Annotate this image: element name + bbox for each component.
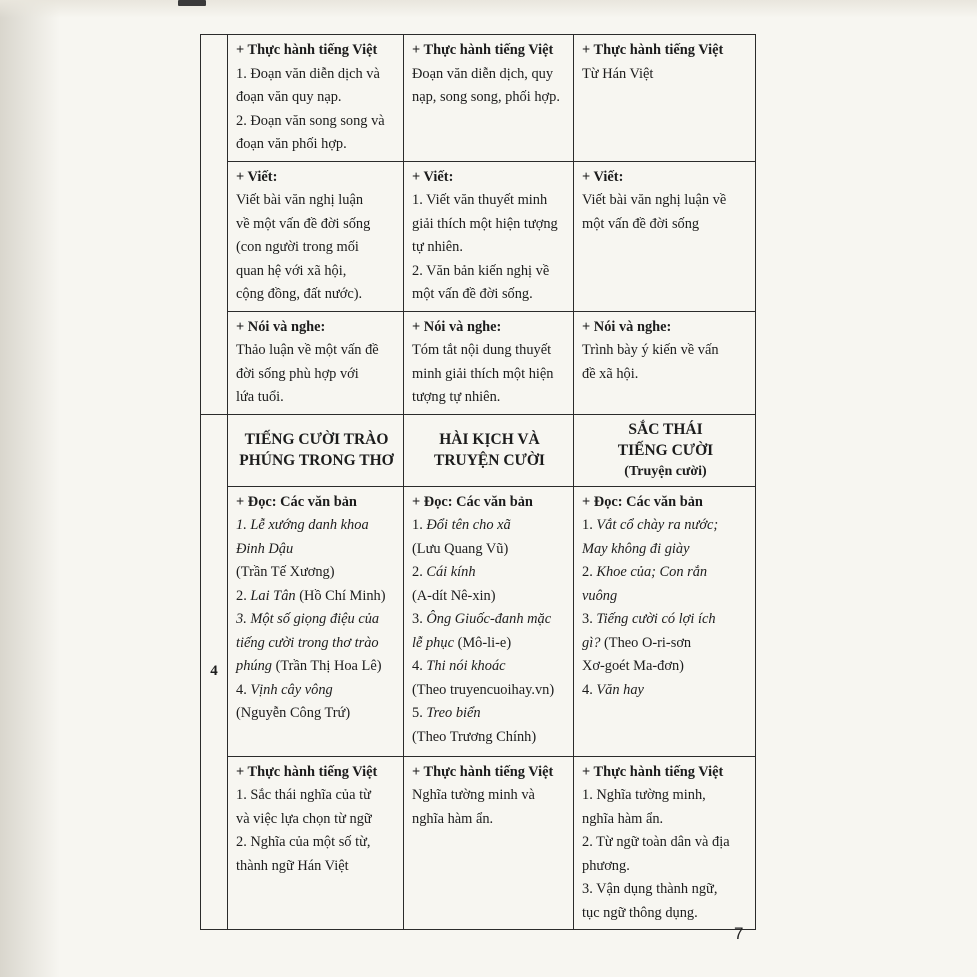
cell-line: Thảo luận về một vấn đề — [236, 342, 379, 358]
reading-text: (Trần Tế Xương) — [236, 564, 335, 580]
table-row — [201, 486, 756, 756]
cell-header: + Thực hành tiếng Việt — [582, 42, 724, 58]
cell-line: 3. Vận dụng thành ngữ, — [582, 881, 718, 897]
theme-subtitle: (Truyện cười) — [624, 463, 707, 479]
theme-cell-1 — [228, 414, 404, 486]
reading-line — [236, 702, 397, 726]
prev-writing-cell-1 — [228, 161, 404, 311]
cell-line: Đoạn văn diễn dịch, quy — [412, 65, 554, 82]
cell-header: + Thực hành tiếng Việt — [236, 42, 378, 58]
work-title: Lai Tân — [250, 587, 296, 604]
reading-header: + Đọc: Các văn bản — [412, 493, 533, 510]
unit-cell-prev — [201, 35, 228, 415]
practice-cell-1 — [228, 756, 404, 930]
prev-practice-cell-2 — [404, 35, 574, 162]
reading-text: 3. — [412, 611, 427, 627]
work-title: gì? — [582, 634, 601, 651]
reading-line — [582, 538, 749, 562]
theme-title-line: PHÚNG TRONG THƠ — [239, 452, 394, 469]
reading-cell-3 — [574, 486, 756, 756]
theme-title-line: SẮC THÁI — [628, 420, 703, 438]
prev-writing-cell-2 — [404, 161, 574, 311]
reading-line — [582, 679, 749, 703]
reading-text: 3. — [582, 611, 597, 627]
cell-line: 2. Từ ngữ toàn dân và địa — [582, 834, 730, 850]
reading-line — [236, 514, 397, 538]
cell-line: minh giải thích một hiện — [412, 365, 554, 382]
cell-line: quan hệ với xã hội, — [236, 262, 347, 279]
work-title: May không đi giày — [582, 540, 690, 557]
reading-line — [412, 632, 567, 656]
reading-line — [236, 679, 397, 703]
binding-mark — [178, 0, 206, 6]
theme-title-line: TIẾNG CƯỜI — [617, 441, 714, 459]
reading-text: (Theo Trương Chính) — [412, 728, 537, 745]
reading-text: 5. — [412, 705, 427, 721]
work-title: Ông Giuốc-đanh mặc — [426, 611, 552, 627]
cell-header: + Thực hành tiếng Việt — [236, 763, 378, 780]
theme-title-line: TRUYỆN CƯỜI — [434, 452, 545, 469]
reading-text: (A-dít Nê-xin) — [412, 587, 496, 604]
work-title: Văn hay — [596, 681, 644, 698]
reading-text: (Theo truyencuoihay.vn) — [412, 681, 555, 698]
cell-line: thành ngữ Hán Việt — [236, 857, 349, 874]
reading-line — [236, 632, 397, 656]
reading-text: 4. — [582, 681, 597, 698]
cell-line: nghĩa hàm ẩn. — [412, 810, 494, 827]
work-title: Đinh Dậu — [236, 540, 294, 557]
cell-line: 2. Đoạn văn song song và — [236, 112, 385, 129]
cell-line: về một vấn đề đời sống — [236, 215, 371, 232]
cell-line: một vấn đề đời sống — [582, 215, 700, 232]
work-title: vuông — [582, 587, 618, 604]
cell-line: phương. — [582, 857, 630, 874]
theme-cell-2 — [404, 414, 574, 486]
reading-text: Xơ-goét Ma-đơn) — [582, 658, 684, 674]
reading-text: 2. — [236, 587, 251, 604]
cell-line: Tóm tắt nội dung thuyết — [412, 342, 552, 358]
reading-text: (Hồ Chí Minh) — [295, 587, 386, 604]
cell-header: + Nói và nghe: — [236, 318, 326, 335]
prev-writing-cell-3 — [574, 161, 756, 311]
reading-line — [412, 655, 567, 679]
cell-line: cộng đồng, đất nước). — [236, 286, 363, 302]
work-title: Vắt cổ chày ra nước; — [596, 517, 719, 533]
work-title: 1. Lễ xướng danh khoa — [236, 517, 369, 533]
cell-line: và việc lựa chọn từ ngữ — [236, 810, 372, 827]
cell-header: + Thực hành tiếng Việt — [412, 42, 554, 58]
reading-cell-2 — [404, 486, 574, 756]
reading-text: (Mô-li-e) — [453, 634, 512, 651]
unit-number: 4 — [201, 414, 228, 930]
cell-line: đoạn văn phối hợp. — [236, 136, 347, 152]
cell-header: + Viết: — [582, 168, 624, 185]
table-row — [201, 311, 756, 414]
work-title: Thi nói khoác — [426, 658, 506, 674]
reading-text: 2. — [582, 564, 597, 580]
work-title: Treo biển — [426, 705, 481, 721]
table-row — [201, 35, 756, 162]
reading-line — [236, 561, 397, 585]
reading-line — [582, 655, 749, 679]
cell-line: 2. Nghĩa của một số từ, — [236, 834, 371, 850]
theme-cell-3 — [574, 414, 756, 486]
reading-line — [412, 538, 567, 562]
reading-line — [236, 655, 397, 679]
page-shadow-top — [0, 0, 977, 18]
cell-header: + Viết: — [236, 168, 278, 185]
reading-cell-1 — [228, 486, 404, 756]
reading-text: (Trần Thị Hoa Lê) — [271, 658, 382, 674]
cell-header: + Nói và nghe: — [412, 318, 502, 335]
theme-title-line: HÀI KỊCH VÀ — [439, 431, 540, 448]
table-row — [201, 161, 756, 311]
page-shadow — [0, 0, 60, 977]
cell-line: đề xã hội. — [582, 365, 639, 382]
reading-line — [412, 679, 567, 703]
work-title: Tiếng cười có lợi ích — [596, 611, 716, 627]
reading-text: 1. — [412, 517, 427, 533]
cell-line: giải thích một hiện tượng — [412, 215, 558, 232]
cell-line: (con người trong mối — [236, 239, 359, 255]
cell-line: Nghĩa tường minh và — [412, 787, 535, 803]
cell-line: đoạn văn quy nạp. — [236, 89, 342, 105]
prev-speaking-cell-2 — [404, 311, 574, 414]
prev-practice-cell-1 — [228, 35, 404, 162]
work-title: tiếng cười trong thơ trào — [236, 634, 379, 651]
reading-line — [582, 514, 749, 538]
work-title: Cái kính — [426, 564, 476, 580]
reading-text: (Theo O-ri-sơn — [600, 634, 692, 651]
cell-header: + Thực hành tiếng Việt — [412, 763, 554, 780]
reading-line — [412, 514, 567, 538]
reading-line — [412, 585, 567, 609]
cell-line: Trình bày ý kiến về vấn — [582, 342, 719, 358]
cell-line: 1. Đoạn văn diễn dịch và — [236, 65, 380, 82]
reading-text: (Lưu Quang Vũ) — [412, 540, 509, 557]
cell-line: 1. Nghĩa tường minh, — [582, 787, 706, 803]
reading-text: 4. — [236, 681, 251, 698]
cell-line: tục ngữ thông dụng. — [582, 904, 698, 921]
cell-line: nạp, song song, phối hợp. — [412, 89, 560, 105]
reading-line — [236, 538, 397, 562]
reading-line — [582, 608, 749, 632]
reading-text: (Nguyễn Công Trứ) — [236, 705, 351, 721]
theme-title-line: TIẾNG CƯỜI TRÀO — [244, 431, 389, 448]
prev-practice-cell-3 — [574, 35, 756, 162]
cell-header: + Thực hành tiếng Việt — [582, 763, 724, 780]
work-title: lễ phục — [412, 634, 454, 651]
cell-header: + Nói và nghe: — [582, 318, 672, 335]
work-title: phúng — [236, 658, 272, 674]
cell-line: 1. Viết văn thuyết minh — [412, 192, 548, 208]
cell-line: nghĩa hàm ẩn. — [582, 810, 664, 827]
cell-line: tượng tự nhiên. — [412, 389, 501, 405]
reading-header: + Đọc: Các văn bản — [582, 493, 703, 510]
cell-line: tự nhiên. — [412, 239, 463, 255]
cell-line: lứa tuổi. — [236, 389, 284, 405]
reading-line — [582, 632, 749, 656]
cell-header: + Viết: — [412, 168, 454, 185]
work-title: 3. Một số giọng điệu của — [236, 611, 380, 627]
cell-line: 2. Văn bản kiến nghị về — [412, 262, 550, 279]
cell-line: Viết bài văn nghị luận về — [582, 192, 727, 208]
table-row — [201, 756, 756, 930]
cell-line: Viết bài văn nghị luận — [236, 192, 364, 208]
cell-line: 1. Sắc thái nghĩa của từ — [236, 787, 371, 803]
work-title: Vịnh cây vông — [250, 681, 333, 698]
reading-line — [582, 585, 749, 609]
reading-line — [236, 608, 397, 632]
cell-line: một vấn đề đời sống. — [412, 286, 533, 302]
reading-line — [412, 702, 567, 726]
reading-line — [582, 561, 749, 585]
page-number: 7 — [734, 924, 744, 943]
prev-speaking-cell-1 — [228, 311, 404, 414]
cell-line: Từ Hán Việt — [582, 65, 654, 82]
reading-header: + Đọc: Các văn bản — [236, 493, 357, 510]
reading-line — [412, 726, 567, 750]
curriculum-table — [200, 34, 756, 930]
work-title: Đổi tên cho xã — [426, 517, 511, 533]
reading-text: 4. — [412, 658, 427, 674]
practice-cell-2 — [404, 756, 574, 930]
prev-speaking-cell-3 — [574, 311, 756, 414]
work-title: Khoe của; Con rắn — [596, 564, 708, 580]
cell-line: đời sống phù hợp với — [236, 365, 359, 382]
table-row — [201, 414, 756, 486]
practice-cell-3 — [574, 756, 756, 930]
reading-line — [236, 585, 397, 609]
reading-text: 2. — [412, 564, 427, 580]
reading-line — [412, 561, 567, 585]
reading-text: 1. — [582, 517, 597, 533]
reading-line — [412, 608, 567, 632]
